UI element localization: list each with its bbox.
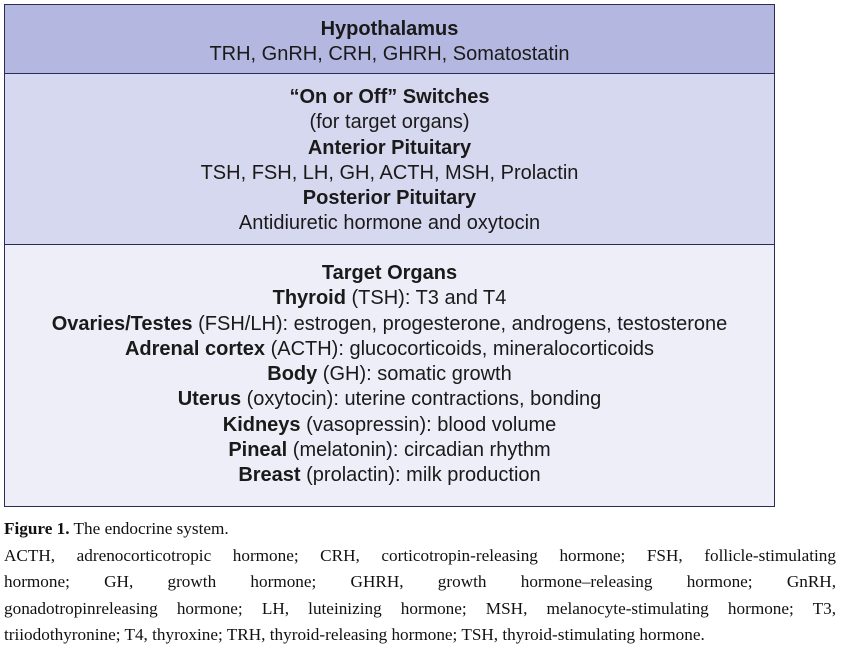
target-organ-ovaries-testes <box>5 312 774 337</box>
organ-name: Body <box>267 363 318 386</box>
endocrine-diagram <box>4 4 775 507</box>
organ-detail: (prolactin): milk production <box>300 464 541 487</box>
target-organ-kidneys <box>5 413 774 438</box>
caption-abbreviations-line: triiodothyronine; T4, thyroxine; TRH, thyroid-releasing hormone; TSH, thyroid-stimulating hormone. <box>4 625 705 645</box>
anterior-pituitary-title: Anterior Pituitary <box>307 136 472 159</box>
figure-label: Figure 1. <box>4 519 70 538</box>
switches-title: “On or Off” Switches <box>289 86 490 108</box>
hypothalamus-title: Hypothalamus <box>320 18 459 40</box>
target-organ-thyroid <box>5 286 774 311</box>
organ-detail: (TSH): T3 and T4 <box>345 287 507 310</box>
target-organ-adrenal-cortex <box>5 337 774 362</box>
organ-name: Uterus <box>177 388 242 411</box>
organ-detail: (vasopressin): blood volume <box>300 413 557 436</box>
organ-detail: (FSH/LH): estrogen, progesterone, androgens, testosterone <box>192 312 728 335</box>
target-organ-pineal <box>5 438 774 463</box>
switches-subtitle: (for target organs) <box>309 111 470 134</box>
organ-name: Pineal <box>228 439 288 462</box>
target-organs-band <box>5 244 774 506</box>
figure-caption <box>4 516 836 649</box>
hypothalamus-hormones: TRH, GnRH, CRH, GHRH, Somatostatin <box>209 43 570 66</box>
anterior-pituitary-hormones: TSH, FSH, LH, GH, ACTH, MSH, Prolactin <box>200 161 579 184</box>
target-organ-uterus <box>5 387 774 412</box>
organ-name: Kidneys <box>222 413 301 436</box>
caption-abbreviations-line: hormone; GH, growth hormone; GHRH, growth hormone–releasing hormone; GnRH, <box>4 572 836 592</box>
organ-name: Thyroid <box>272 287 346 310</box>
figure-title: The endocrine system. <box>69 519 229 538</box>
organ-name: Adrenal cortex <box>124 337 266 360</box>
hypothalamus-band <box>5 5 774 73</box>
target-organ-breast <box>5 463 774 488</box>
target-organs-title: Target Organs <box>321 262 458 284</box>
organ-name: Ovaries/Testes <box>51 312 193 335</box>
caption-abbreviations-line: gonadotropinreleasing hormone; LH, luteinizing hormone; MSH, melanocyte-stimulating hormone; T3, <box>4 598 836 618</box>
organ-detail: (oxytocin): uterine contractions, bonding <box>241 388 602 411</box>
pituitary-band <box>5 73 774 244</box>
caption-abbreviations-line: ACTH, adrenocorticotropic hormone; CRH, corticotropin-releasing hormone; FSH, follicle-stimulating <box>4 545 836 565</box>
organ-detail: (ACTH): glucocorticoids, mineralocorticoids <box>265 337 655 360</box>
caption-title-line <box>4 516 836 543</box>
target-organ-body <box>5 362 774 387</box>
posterior-pituitary-title: Posterior Pituitary <box>302 187 477 210</box>
posterior-pituitary-hormones: Antidiuretic hormone and oxytocin <box>238 212 541 235</box>
organ-detail: (GH): somatic growth <box>317 363 512 386</box>
organ-name: Breast <box>238 464 301 487</box>
organ-detail: (melatonin): circadian rhythm <box>287 439 551 462</box>
